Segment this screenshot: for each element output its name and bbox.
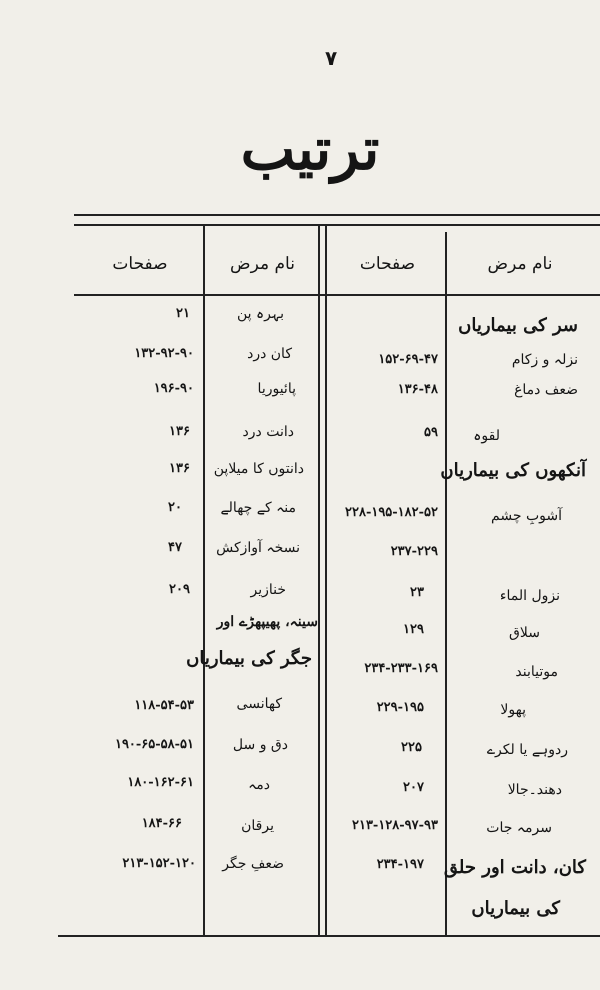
left-row-pages: ۱۳۶ <box>169 461 190 476</box>
left-row-name: دانت درد <box>242 424 294 440</box>
table-top-rule-2 <box>74 224 600 226</box>
left-row-pages: ۲۱ <box>176 306 190 321</box>
left-row-pages: ۱۱۸-۵۴-۵۳ <box>134 698 194 713</box>
right-row-pages: ۲۲۸-۱۹۵-۱۸۲-۵۲ <box>345 505 438 520</box>
right-row-name: کی بیماریاں <box>471 898 560 919</box>
right-row-pages: ۲۲۹-۱۹۵ <box>376 700 424 715</box>
right-row-pages: ۲۳۷-۲۲۹ <box>390 544 438 559</box>
left-row-pages: ۲۰ <box>168 500 182 515</box>
right-row-name: پھولا <box>500 702 526 718</box>
right-row-pages: ۱۲۹ <box>403 622 424 637</box>
page-title: ترتیب <box>240 115 380 183</box>
right-row-name: دھند۔جالا <box>507 782 562 798</box>
right-row-name: سلاق <box>509 625 540 641</box>
left-row-name: نسخہ آوازکش <box>216 540 300 556</box>
page-number: ۷ <box>325 46 338 70</box>
left-row-name: پائیوریا <box>257 381 296 397</box>
right-row-pages: ۲۳۴-۲۳۳-۱۶۹ <box>364 661 438 676</box>
left-row-pages: ۱۸۴-۶۶ <box>141 816 182 831</box>
right-row-name: موتیابند <box>515 664 558 680</box>
left-row-pages: ۲۱۳-۱۵۲-۱۲۰ <box>122 856 196 871</box>
right-row-pages: ۵۹ <box>424 425 438 440</box>
header-left-pages: صفحات <box>112 254 168 274</box>
right-row-name: نزول الماء <box>499 588 560 604</box>
header-bottom-rule <box>74 294 600 296</box>
left-row-name: دمہ <box>248 777 270 793</box>
left-row-pages: ۱۳۶ <box>169 424 190 439</box>
left-row-name: دانتوں کا میلاپن <box>213 461 304 477</box>
header-right-pages: صفحات <box>359 254 416 274</box>
right-row-name: سرمہ جات <box>486 820 552 836</box>
right-row-name: آشوبِ چشم <box>491 508 562 524</box>
left-row-name: سینہ، پھیپھڑے اور <box>216 614 318 630</box>
right-row-name: نزلہ و زکام <box>511 352 578 368</box>
left-row-pages: ۱۳۲-۹۲-۹۰ <box>134 346 194 361</box>
right-row-pages: ۱۵۲-۶۹-۴۷ <box>378 352 438 367</box>
right-row-name: لقوہ <box>473 428 500 444</box>
left-row-pages: ۱۸۰-۱۶۲-۶۱ <box>127 775 194 790</box>
right-row-pages: ۲۳۴-۱۹۷ <box>376 857 424 872</box>
left-row-name: جگر کی بیماریاں <box>186 648 312 669</box>
column-divider-center-1 <box>318 224 320 936</box>
column-divider-right <box>445 232 447 936</box>
table-top-rule-1 <box>74 214 600 216</box>
left-row-name: کھانسی <box>236 696 282 712</box>
left-row-name: یرقان <box>241 818 274 834</box>
right-row-pages: ۱۳۶-۴۸ <box>397 382 438 397</box>
left-row-name: ضعفِ جگر <box>222 856 284 872</box>
left-row-pages: ۱۹۰-۶۵-۵۸-۵۱ <box>114 737 194 752</box>
right-row-name: آنکھوں کی بیماریاں <box>440 460 586 481</box>
right-row-name: سر کی بیماریاں <box>458 315 578 336</box>
left-row-name: بہرہ پن <box>236 306 284 322</box>
right-row-name: کان، دانت اور حلق <box>443 857 586 878</box>
header-right-name: نام مرض <box>487 254 553 274</box>
left-row-name: کان درد <box>247 346 292 362</box>
right-row-pages: ۲۰۷ <box>403 780 424 795</box>
right-row-name: ردوہے یا لکرے <box>486 742 568 758</box>
right-row-pages: ۲۱۳-۱۲۸-۹۷-۹۳ <box>351 818 438 833</box>
right-row-pages: ۲۲۵ <box>401 740 422 755</box>
left-row-name: دق و سل <box>232 737 288 753</box>
left-row-pages: ۲۰۹ <box>169 582 190 597</box>
right-row-name: ضعف دماغ <box>514 382 578 398</box>
left-row-pages: ۴۷ <box>168 540 182 555</box>
column-divider-left <box>203 224 205 936</box>
header-left-name: نام مرض <box>230 254 295 274</box>
table-bottom-rule <box>58 935 600 937</box>
left-row-pages: ۱۹۶-۹۰ <box>153 381 194 396</box>
left-row-name: منہ کے چھالے <box>220 500 296 516</box>
left-row-name: خنازیر <box>250 582 286 598</box>
right-row-pages: ۲۳ <box>410 585 424 600</box>
column-divider-center-2 <box>325 224 327 936</box>
